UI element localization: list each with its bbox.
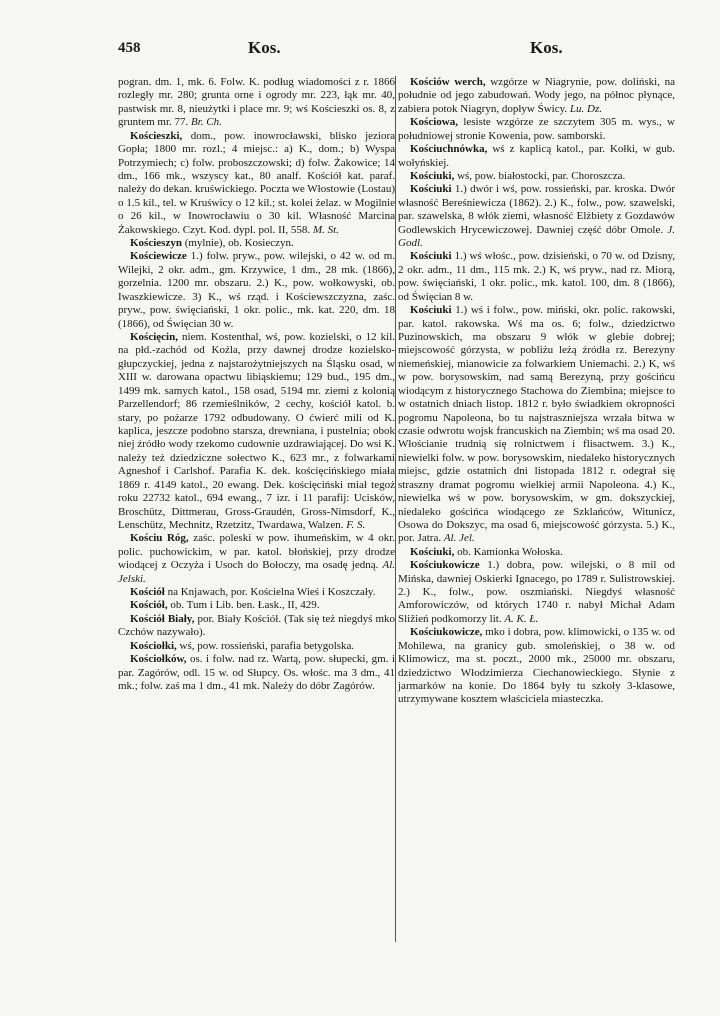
running-head-right: Kos. [530, 38, 563, 57]
entry [118, 599, 395, 612]
entry-text: wś z kaplicą katol., par. Kołki, w gub. wołyńskiej. [398, 143, 675, 169]
entry-headword: Kościukowicze, [410, 626, 483, 639]
entry-text: 1.) wś i folw., pow. miński, okr. polic. rakowski, par. katol. rakowska. Wś ma os. 6; folw., dziedzictwo Puzinowskich, ma obszaru 9 włók w glebie dobrej; miejscowość górzysta, w pobliżu leżą źródła rz. Berezyny niemeńskiej, mianowicie za folwarkiem Uniemachi. 2.) K, wś w pow. borysowskim, nad samą Berezyną, przy gościńcu wiodącym z historycznego Stachowa do Ziembina; miejsce to w ostatnich dniach listop. 1812 r. było świadkiem okropności pogromu Napoleona, bo tu najstraszniejsza wrzała bitwa w czasie odwrotu wojsk francuskich na Ziembin; wś ma osad 20. Włościanie trudnią się rolnictwem i flisactwem. 3.) K., niewielki folw. w pow. borysowskim, niedaleko historycznych miejsc, gdzie ostatnich dni listopada 1812 r. odegrał się straszny dramat pogromu wielkiej armii Napoleona. 4.) K., niewielka wś w pow. borysowskim, w gm. dokszyckiej, niedaleko gościńca wiodącego ze Szklańców, Witunicz, Osowa do Dokszyc, ma osad 6, miejscowość górzysta. 5.) K., por. Jatra. [398, 304, 676, 545]
entry-headword: Kościuki, [410, 545, 455, 558]
entry-headword: Kościu Róg, [130, 532, 189, 545]
entry-text: 1.) wś włośc., pow. dzisieński, o 70 w. od Dzisny, 2 okr. adm., 11 dm., 115 mk. 2.) K, wś pryw., nad rz. Miorą, pow. święciański, 1 okr. polic., mk. katol. 100, dm. 8 (1866), od Święcian 8 w. [398, 250, 676, 303]
entry-headword: Kościół, [130, 599, 168, 612]
entry-headword: Kościuki, [410, 169, 455, 182]
entry [118, 250, 395, 331]
entry-headword: Kościewicze [130, 250, 187, 263]
entry-signature: Al. Jelski. [118, 559, 395, 585]
entry-text: os. i folw. nad rz. Wartą, pow. słupecki, gm. i par. Zagórów, odl. 15 w. od Słupcy. Os. włośc. ma 3 dm., 41 mk.; folw. zaś ma 1 dm., 41 mk. Należy do dóbr Zagórów. [118, 653, 396, 692]
entry-headword: Kościęcin, [130, 331, 178, 344]
entry [398, 183, 675, 250]
entry-signature: J. Godl. [398, 223, 676, 250]
entry [398, 304, 675, 546]
entry-text: ob. Tum i Lib. ben. Łask., II, 429. [170, 599, 320, 612]
entry [398, 116, 675, 143]
entry-headword: Kościukowicze [410, 559, 480, 572]
entry-headword: Kościuki [410, 250, 452, 263]
entry-signature: Al. Jel. [443, 532, 475, 545]
entry-text: wś, pow. rossieński, parafia betygolska. [179, 639, 355, 652]
entry-headword: Kościów werch, [410, 76, 486, 88]
entry [118, 613, 395, 640]
entry-text: wś, pow. białostocki, par. Choroszcza. [457, 169, 626, 182]
left-column [118, 76, 395, 693]
entry [118, 130, 395, 237]
entry-headword: Kościołków, [130, 653, 187, 666]
entry-headword: Kościeszyn [130, 237, 182, 250]
entry-text: 1.) dobra, pow. wilejski, o 8 mil od Mińska, dawniej Oskierki Ignacego, po 1789 r. Sulistrowskiej. 2.) K., folw., pow. oszmiański. Niegdyś własność Amforowiczów, od których 1740 r. nabył Michał Adam Sližień podkomorzy lit. [398, 559, 675, 625]
entry-headword: Kościołki, [130, 639, 177, 652]
entry-headword: Kościuki [410, 183, 452, 196]
entry-signature: F. S. [346, 518, 366, 531]
entry-headword: Kościuki [410, 304, 452, 317]
entry-headword: Kościół Biały, [130, 612, 195, 625]
entry [118, 640, 395, 653]
entry [398, 170, 675, 183]
entry-headword: Kościuchnówka, [410, 143, 488, 156]
entry-text: dom., pow. inowrocławski, blisko jeziora Gopła; 1800 mr. rozl.; 4 miejsc.: a) K., dom.; b) Wyspa Potrzymiech; c) folw. proboszczowski; d) folw. Żakowice; 14 dm., 166 mk., wszyscy kat., 80 analf. Kościół kat. paraf. należy do dekan. kruświckiego. Poczta we Włostowie (Lostau) o 1.5 kil., tel. w Kruświcy o 12 kil.; st. kolei żelaz. w Mogilnie o 26 kil., w Inowrocławiu o 30 kil. Własność Marcina Żakowskiego. Czyt. Kod. dypl. pol. II, 558. [118, 129, 396, 236]
entry [118, 653, 395, 693]
entry [398, 559, 675, 626]
entry-text: por. Biały Kościół. (Tak się też niegdyś mko Czchów nazywało). [118, 612, 395, 639]
entry [118, 237, 395, 250]
entry-text: zaśc. poleski w pow. ihumeńskim, w 4 okr. polic. puchowickim, w par. katol. błońskiej, przy drodze wiodącej z Oczyża i Usoch do Bołoczy, ma osadę jedną. [118, 532, 396, 572]
entry [398, 143, 675, 170]
entry-text: lesiste wzgórze ze szczytem 305 m. wys., w południowej stronie Kowenia, pow. samborski. [398, 116, 675, 142]
entry-text: 1.) dwór i wś, pow. rossieński, par. kroska. Dwór własność Bereśniewicza (1862). 2.) K., folw., pow. szawelski, par. szawelska, 8 włók ziemi, własność Elżbiety z Gozdawów Godlewskich Hrycewiczowej. Dawniej część dóbr Omole. [398, 183, 675, 236]
entry [398, 546, 675, 559]
entry-text: ob. Kamionka Wołoska. [457, 545, 563, 558]
page-number: 458 [118, 40, 141, 56]
entry-text: 1.) folw. pryw., pow. wilejski, o 42 w. od m. Wilejki, 2 okr. adm., gm. Krzywice, 1 dm., 28 mk. (1866), gorzelnia. 1200 mr. obszaru. 2.) K., pow. wołkowyski, ob. Iwaszkiewicze. 3) K., wś rząd. i Kościewszczyzna, zaśc. pryw., pow. święciański, 1 okr. polic., mk. kat. 220, dm. 18 (1866), od Święcian 30 w. [118, 250, 395, 330]
entry-headword: Kościeszki, [130, 129, 183, 142]
entry-text: wzgórze w Niagrynie, pow. doliński, na południe od jego zabudowań. Wody jego, na północ płynące, zabiera potok Niagryn, dopływ Świcy. [398, 76, 675, 115]
entry-signature: Br. Ch. [191, 116, 222, 129]
entry-headword: Kościół [130, 586, 165, 599]
entry [398, 626, 675, 707]
column-divider [395, 76, 396, 942]
entry-text: (mylnie), ob. Kosieczyn. [184, 237, 294, 250]
entry [118, 532, 395, 586]
entry-signature: Lu. Dz. [569, 102, 602, 115]
running-head-left: Kos. [248, 38, 281, 57]
entry [398, 76, 675, 116]
entry-text: niem. Kostenthal, wś, pow. kozielski, o 12 kil. na płd.-zachód od Koźla, przy dawnej drodze kozielsko-głupczyckiej, jedna z najstarożytniejszych na Śląsku osad, w XIII w. darowana opactwu libiąskiemu; 129 bud., 195 dm., 1499 mk. samych katol., 158 osad, 5194 mr. ziemi z kolonią Parzellendorf; 86 rzemieślników, 2 cechy, kościół katol. b. stary, po pożarze 1792 odbudowany. O ćwierć mili od K. kaplica, jeszcze podobno starsza, drewniana, i pustelnia; obok niej źródło wody rzekomo cudownie uzdrawiającej. Do wsi K. należy też dziedziczne sołectwo K., 623 mr., z folwarkami Agneshof i Carlshof. Parafia K. dek. kościęcińskiego miała 1869 r. 4149 katol., 20 ewang. Dek. kościęciński miał tegoż roku 22732 katol., 694 ewang., 7 izr. i 11 parafij: Ucisków, Broschütz, Dittmerau, Gross-Graudén, Gross-Nimsdorf, K., Lenschütz, Mechnitz, Rzetzitz, Twardawa, Walzen. [118, 331, 395, 531]
entry [398, 250, 675, 304]
entry-text: mko i dobra, pow. klimowicki, o 135 w. od Mohilewa, na granicy gub. smoleńskiej, o 38 w. od Klimowicz, ma st. poczt., 2000 mk., 25000 mr. obszaru, dziedzictwo Włodzimierza Ciechanowieckiego. Słynie z jarmarków na konie. Do 1864 były tu szkoły 3-klasowe, utrzymywane kosztem właściciela miasteczka. [398, 626, 676, 706]
entry [118, 76, 395, 130]
right-column [398, 76, 675, 707]
entry-signature: M. St. [312, 223, 339, 236]
entry-signature: A. K. Ł. [504, 612, 539, 625]
entry-headword: Kościowa, [410, 116, 458, 129]
entry [118, 331, 395, 532]
entry-text: pogran. dm. 1, mk. 6. Folw. K. podług wiadomości z r. 1866 rozległy mr. 280; grunta orne i ogrody mr. 223, łąk mr. 40, pastwisk mr. 8, nieużytki i place mr. 9; wś Kościeszki os. 8, z gruntem mr. 77. [118, 76, 395, 129]
entry [118, 586, 395, 599]
entry-text: na Knjawach, por. Kościelna Wieś i Koszczały. [167, 586, 376, 599]
